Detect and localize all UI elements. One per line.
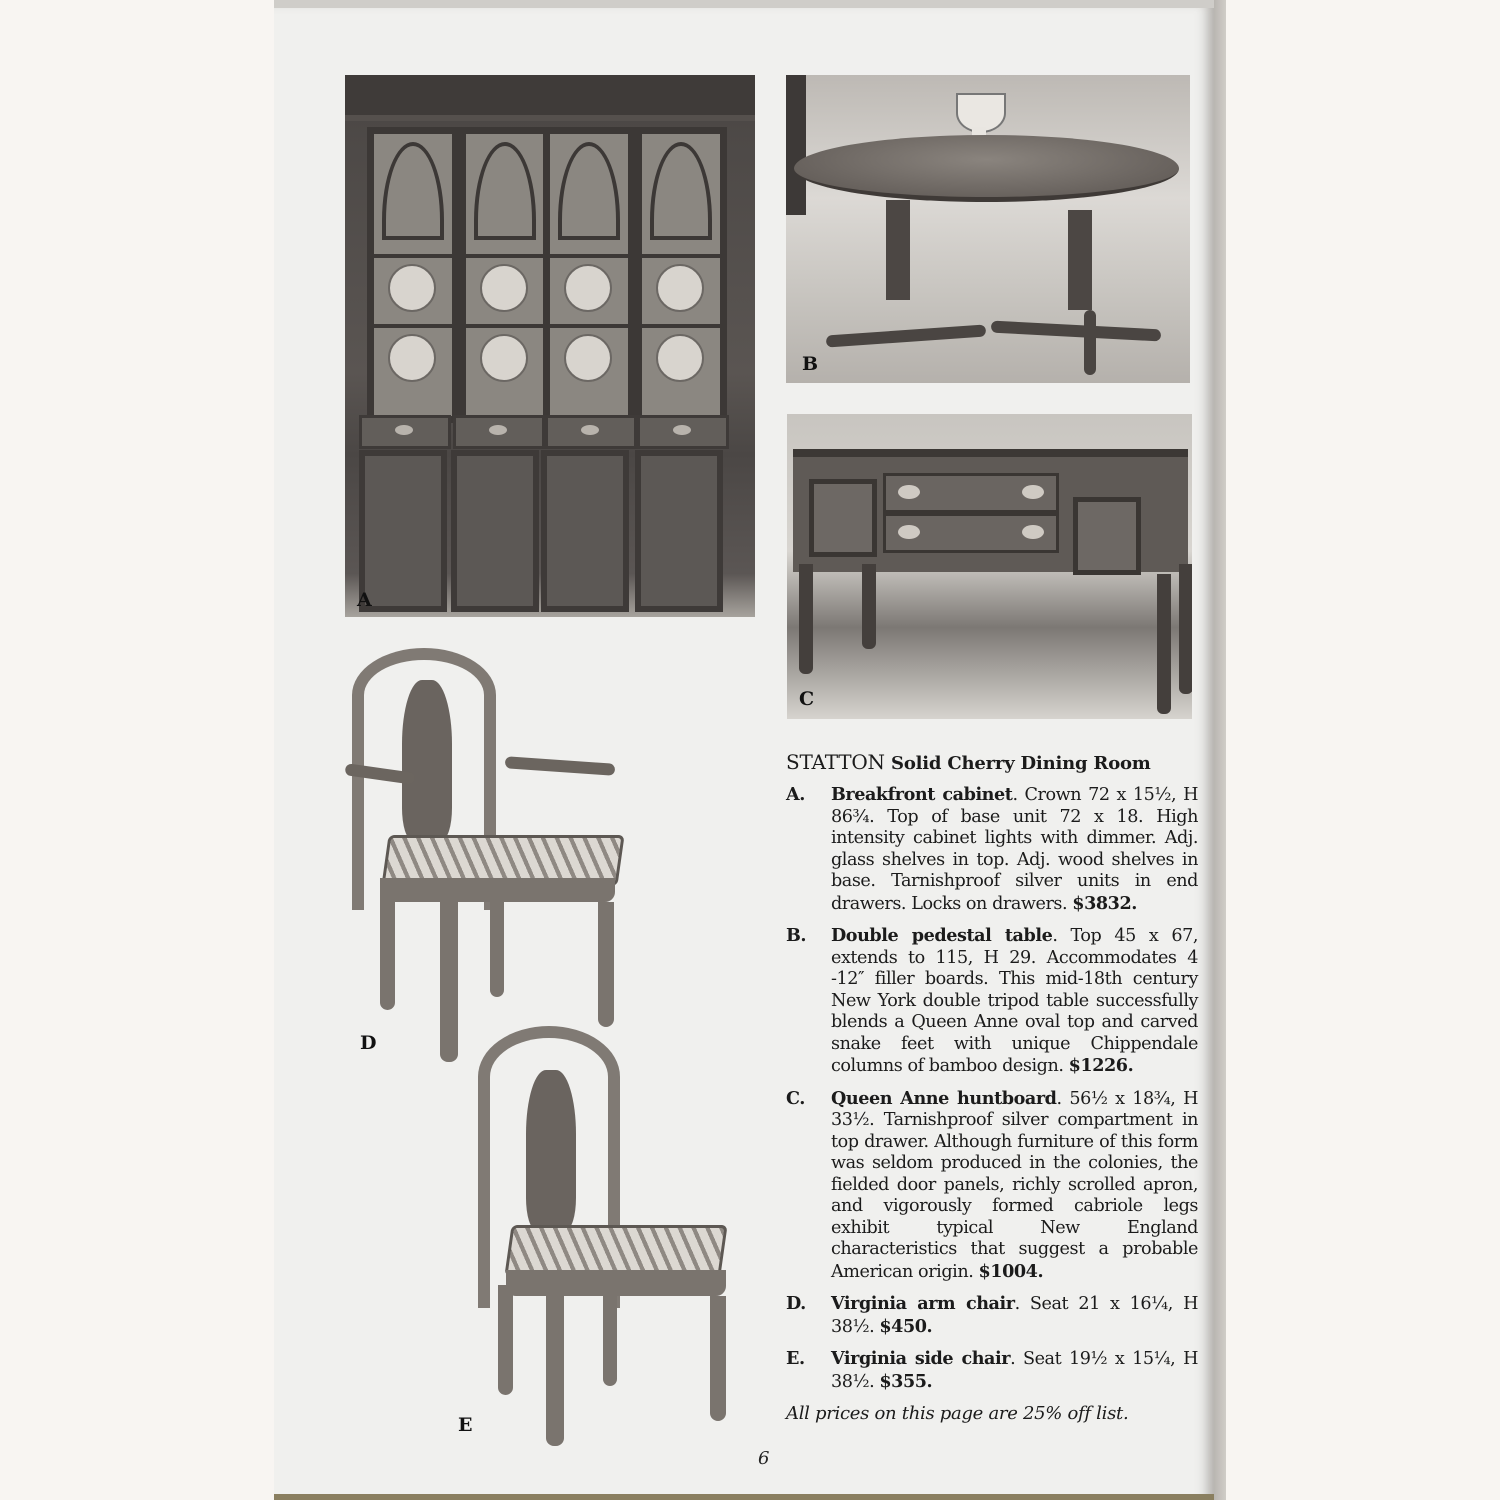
- product-details: . 56½ x 18¾, H 33½. Tarnishproof silver compartment in top drawer. Although furniture of this form was seldom produced in the colonies, the fielded door panels, richly scrolled apron, and vigorously formed cabriole legs exhibit typical New England characteristics that suggest a probable American origin.: [831, 1088, 1199, 1282]
- chair-leg: [598, 902, 614, 1027]
- product-entry: [786, 1293, 1198, 1338]
- cabinet-drawer: [637, 415, 729, 449]
- product-details: . Crown 72 x 15½, H 86¾. Top of base unit 72 x 18. High intensity cabinet lights with dimmer. Adj. glass shelves in top. Adj. wood shelves in base. Tarnishproof silver units in end drawers. Locks on drawers.: [831, 785, 1198, 914]
- collection-name: Solid Cherry Dining Room: [891, 753, 1151, 774]
- cabinet-base-door: [635, 450, 723, 612]
- entry-key: D.: [786, 1293, 806, 1314]
- photo-label: B: [802, 353, 819, 375]
- product-details: . Top 45 x 67, extends to 115, H 29. Accommodates 4 -12″ filler boards. This mid-18th century New York double tripod table successfully blends a Queen Anne oval top and carved snake feet with unique Chippendale columns of bamboo design.: [831, 926, 1198, 1076]
- product-details: . Seat 21 x 16¼, H 38½.: [831, 1294, 1198, 1337]
- huntboard-drawer: [883, 513, 1059, 553]
- chair-leg: [603, 1296, 617, 1386]
- product-description-column: [786, 750, 1198, 1424]
- cabinet-drawer: [359, 415, 451, 449]
- photo-virginia-arm-chair: [340, 640, 620, 1060]
- entry-key: C.: [786, 1087, 805, 1109]
- chair-leg: [498, 1285, 513, 1395]
- cabinet-glass-door: [635, 127, 727, 423]
- chair-seat-striped: [504, 1225, 727, 1276]
- table-pedestal: [886, 200, 910, 300]
- product-entry: [786, 784, 1198, 915]
- product-name: Virginia side chair: [831, 1348, 1011, 1369]
- chair-arm: [505, 756, 616, 776]
- chair-leg: [380, 890, 395, 1010]
- product-price: $1226.: [1068, 1055, 1134, 1076]
- chair-leg: [490, 902, 504, 997]
- photo-label: E: [458, 1414, 473, 1436]
- product-entry: [786, 925, 1198, 1078]
- huntboard-leg: [1179, 564, 1192, 694]
- chair-leg: [546, 1296, 564, 1446]
- huntboard-body: [793, 449, 1188, 572]
- chair-leg: [710, 1296, 726, 1421]
- photo-virginia-side-chair: [448, 1020, 748, 1450]
- section-heading: [786, 750, 1198, 774]
- cabinet-drawer: [453, 415, 545, 449]
- photo-double-pedestal-table: [786, 75, 1190, 383]
- huntboard-leg: [862, 564, 876, 649]
- page-number: 6: [758, 1448, 770, 1469]
- cabinet-glass-door: [459, 127, 551, 423]
- product-price: $450.: [879, 1315, 933, 1337]
- product-price: $3832.: [1072, 892, 1137, 914]
- cabinet-glass-door: [543, 127, 635, 423]
- background-doorway: [786, 75, 806, 215]
- product-name: Double pedestal table: [831, 925, 1053, 946]
- cabinet-crown: [345, 75, 755, 121]
- product-entry: [786, 1088, 1198, 1284]
- photo-breakfront-cabinet: [345, 75, 755, 617]
- pricing-footnote: All prices on this page are 25% off list.: [786, 1403, 1129, 1424]
- chair-apron: [380, 878, 615, 902]
- cabinet-glass-door: [367, 127, 459, 423]
- scan-bottom-edge: [274, 1494, 1214, 1500]
- huntboard-drawer: [883, 473, 1059, 513]
- cabinet-base-door: [359, 450, 447, 612]
- photo-label: D: [360, 1032, 377, 1054]
- cabinet-base-door: [541, 450, 629, 612]
- chair-apron: [506, 1270, 726, 1296]
- huntboard-leg: [1157, 574, 1171, 714]
- product-price: $355.: [879, 1370, 933, 1392]
- photo-label: C: [799, 688, 815, 710]
- chair-splat: [402, 680, 452, 840]
- table-top: [794, 135, 1179, 202]
- page-spine-shadow: [1214, 0, 1226, 1500]
- table-pedestal: [1068, 210, 1092, 310]
- cabinet-drawer: [545, 415, 637, 449]
- photo-queen-anne-huntboard: [787, 414, 1192, 719]
- table-foot: [1084, 310, 1096, 375]
- product-name: Virginia arm chair: [831, 1293, 1015, 1314]
- product-entry: [786, 1348, 1198, 1393]
- entry-key: B.: [786, 925, 807, 946]
- product-name: Queen Anne huntboard: [831, 1087, 1057, 1109]
- product-details: . Seat 19½ x 15¼, H 38½.: [831, 1349, 1198, 1392]
- photo-label: A: [357, 589, 372, 611]
- product-name: Breakfront cabinet: [831, 784, 1013, 805]
- cabinet-base-door: [451, 450, 539, 612]
- table-foot: [826, 324, 986, 347]
- huntboard-door-panel: [1073, 497, 1141, 575]
- brand-name: STATTON: [786, 750, 885, 774]
- entry-key: E.: [786, 1348, 805, 1369]
- entry-key: A.: [786, 784, 805, 805]
- huntboard-door-panel: [809, 479, 877, 557]
- chair-splat: [526, 1070, 576, 1230]
- huntboard-leg: [799, 564, 813, 674]
- table-foot: [991, 321, 1161, 342]
- product-price: $1004.: [978, 1260, 1044, 1282]
